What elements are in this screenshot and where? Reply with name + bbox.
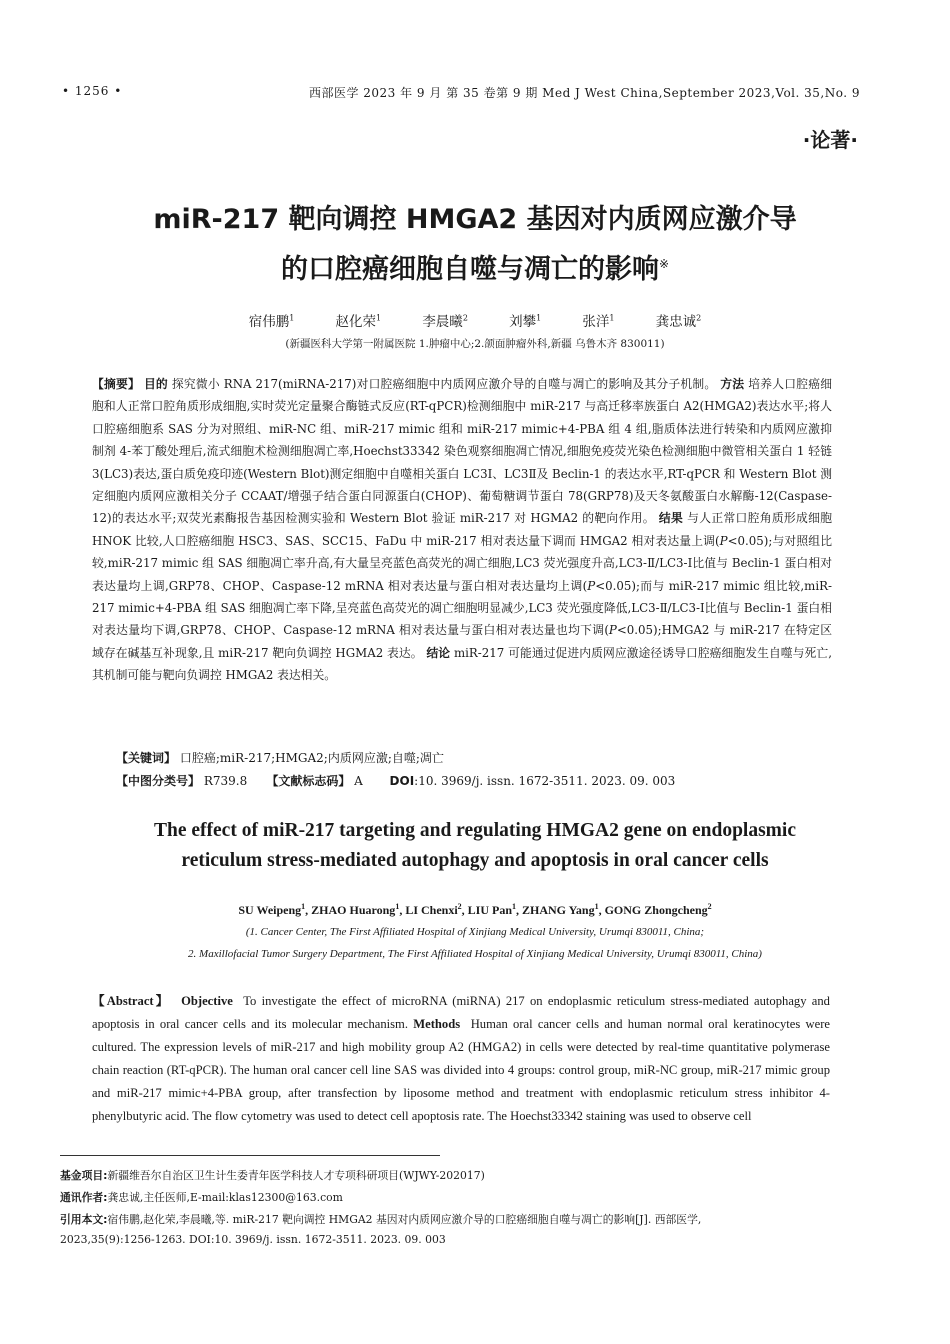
authors-cn — [60, 310, 890, 330]
title-footnote-mark: ※ — [658, 257, 670, 271]
author-cn: 刘攀$^1$ — [509, 313, 542, 330]
title-cn-line2 — [60, 242, 890, 292]
keywords-label: 【关键词】 — [116, 751, 177, 765]
objective-en-label: Objective — [181, 994, 233, 1008]
author-cn: 赵化荣$^1$ — [335, 313, 382, 330]
affiliation-cn: (新疆医科大学第一附属医院 1.肿瘤中心;2.颌面肿瘤外科,新疆 乌鲁木齐 830011) — [285, 338, 665, 350]
affiliation-en-line1: (1. Cancer Center, The First Affiliated Hospital of Xinjiang Medical University, Urumqi 830011, China; — [245, 926, 705, 938]
page-number: • 1256 • — [62, 84, 123, 98]
results-label: 结果 — [658, 511, 684, 526]
abstract-cn-label: 【摘要】 — [92, 377, 140, 391]
conclusion-label: 结论 — [426, 645, 451, 660]
title-cn-line1: miR-217 靶向调控 HMGA2 基因对内质网应激介导 — [153, 204, 797, 235]
journal-info: 西部医学 2023 年 9 月 第 35 卷第 9 期 Med J West China,September 2023,Vol. 35,No. 9 — [308, 86, 860, 100]
author-cn: 张洋$^1$ — [582, 313, 615, 330]
title-cn-line2-text: 的口腔癌细胞自噬与凋亡的影响 — [280, 254, 659, 285]
author-en: ZHANG Yang$^1$ — [522, 902, 599, 917]
author-en: ZHAO Huarong$^1$ — [311, 902, 400, 917]
p-symbol: P — [608, 623, 617, 638]
title-en-line2: reticulum stress-mediated autophagy and apoptosis in oral cancer cells — [181, 850, 769, 871]
p-symbol: P — [719, 533, 728, 548]
author-en: LIU Pan$^1$ — [467, 902, 517, 917]
abstract-en-label: 【Abstract】 — [92, 994, 171, 1008]
author-en: GONG Zhongcheng$^2$ — [604, 902, 712, 917]
clc-label: 【中图分类号】 — [116, 774, 201, 788]
results-text: <0.05);与对照组比较,miR-217 mimic 组 SAS 细胞凋亡率升高,有大量呈亮蓝色高荧光的凋亡细胞,LC3 荧光强度升高,LC3-Ⅱ/LC3-Ⅰ比值与 Beclin-1 蛋白相对表达量均上调,GRP78、CHOP、Caspase-12 mRNA 相对表达量与蛋白相对表达量均上调( — [92, 533, 833, 593]
corr-label: 通讯作者: — [60, 1191, 108, 1204]
cite-label: 引用本文: — [60, 1213, 108, 1226]
methods-en-label: Methods — [413, 1017, 461, 1031]
methods-text: 培养人口腔癌细胞和人正常口腔角质形成细胞,实时荧光定量聚合酶链式反应(RT-qPCR)检测细胞中 miR-217 与高迁移率族蛋白 A2(HMGA2)表达水平;将人口腔癌细胞系 SAS 分为对照组、miR-NC 组、miR-217 mimic 组和 miR-217 mimic+4-PBA 组 4 组,脂质体法进行转染和内质网应激抑制剂 4-苯丁酸处理后,流式细胞术检测细胞凋亡率,Hoechst33342 染色观察细胞凋亡情况,细胞免疫荧光染色检测细胞中微管相关蛋白 1 轻链 3(LC3)表达,蛋白质免疫印迹(Western Blot)测定细胞中自噬相关蛋白 LC3Ⅰ、LC3Ⅱ及 Beclin-1 的表达水平,RT-qPCR 和 Western Blot 测定细胞内质网应激相关分子 CCAAT/增强子结合蛋白同源蛋白(CHOP)、葡萄糖调节蛋白 78(GRP78)及天冬氨酸蛋白水解酶-12(Caspase-12)的表达水平;双荧光素酶报告基因检测实验和 Western Blot 验证 miR-217 对 HGMA2 的靶向作用。 — [92, 377, 833, 526]
author-cn: 李晨曦$^2$ — [422, 313, 468, 330]
section-label: ·论著· — [802, 128, 858, 152]
conclusion-text: miR-217 可能通过促进内质网应激途径诱导口腔癌细胞发生自噬与死亡,其机制可能与靶向负调控 HMGA2 表达相关。 — [92, 645, 832, 683]
clc-value: R739.8 — [203, 774, 248, 788]
classification — [116, 772, 675, 789]
objective-label: 目的 — [143, 377, 168, 391]
fund-text: 新疆维吾尔自治区卫生计生委青年医学科技人才专项科研项目(WJWY-202017) — [107, 1169, 485, 1182]
methods-label: 方法 — [720, 377, 745, 391]
doi-value: :10. 3969/j. issn. 1672-3511. 2023. 09. 003 — [414, 774, 676, 788]
cite-text: 宿伟鹏,赵化荣,李晨曦,等. miR-217 靶向调控 HMGA2 基因对内质网应激介导的口腔癌细胞自噬与凋亡的影响[J]. 西部医学, — [107, 1213, 702, 1226]
footnote-divider — [60, 1155, 440, 1156]
author-en: SU Weipeng$^1$ — [238, 902, 306, 917]
doi-label: DOI — [389, 774, 415, 788]
doc-value: A — [354, 774, 363, 788]
abstract-cn — [92, 373, 832, 687]
objective-en-text: To investigate the effect of microRNA (miRNA) 217 on endoplasmic reticulum stress-mediated autophagy and apoptosis in oral cancer cells and its molecular mechanism. — [92, 994, 830, 1031]
citation-footnote-cont: 2023,35(9):1256-1263. DOI:10. 3969/j. issn. 1672-3511. 2023. 09. 003 — [60, 1233, 446, 1246]
methods-en-text: Human oral cancer cells and human normal oral keratinocytes were cultured. The expression levels of miR-217 and high mobility group A2 (HMGA2) in cells were detected by real-time quantitative polymerase chain reaction (RT-qPCR). The human oral cancer cell line SAS was divided into 4 groups: control group, miR-NC group, miR-217 mimic group and miR-217 mimic+4-PBA group, after transfection by liposome method and treatment with endoplasmic reticulum stress inhibitor 4-phenylbutyric acid. The flow cytometry was used to detect cell apoptosis rate. The Hoechst33342 staining was used to observe cell — [92, 1017, 831, 1123]
objective-text: 探究微小 RNA 217(miRNA-217)对口腔癌细胞中内质网应激介导的自噬与凋亡的影响及其分子机制。 — [171, 377, 717, 391]
author-en: LI Chenxi$^2$ — [405, 902, 462, 917]
author-cn: 龚忠诚$^2$ — [655, 313, 702, 330]
keywords-cn — [116, 749, 444, 766]
results-text: <0.05);而与 miR-217 mimic 组比较,miR-217 mimic+4-PBA 组 SAS 细胞凋亡率下降,呈亮蓝色高荧光的凋亡细胞明显减少,LC3 荧光强度降低,LC3-Ⅱ/LC3-Ⅰ比值与 Beclin-1 蛋白相对表达量均下调,GRP78、CHOP、Caspase-12 mRNA 相对表达量与蛋白相对表达量也均下调( — [92, 578, 832, 638]
results-text: <0.05);HMGA2 与 miR-217 在特定区域存在碱基互补现象,且 miR-217 靶向负调控 HGMA2 表达。 — [92, 623, 832, 660]
title-en-line1: The effect of miR-217 targeting and regulating HMGA2 gene on endoplasmic — [154, 820, 796, 841]
author-cn: 宿伟鹏$^1$ — [248, 313, 295, 330]
fund-label: 基金项目: — [60, 1169, 108, 1182]
fund-footnote — [60, 1166, 890, 1186]
corresponding-footnote — [60, 1188, 890, 1208]
affiliation-en-line2: 2. Maxillofacial Tumor Surgery Department, The First Affiliated Hospital of Xinjiang Medical University, Urumqi 830011, China) — [188, 948, 762, 960]
doc-label: 【文献标志码】 — [266, 774, 351, 788]
keywords-text: 口腔癌;miR-217;HMGA2;内质网应激;自噬;凋亡 — [179, 751, 444, 765]
abstract-en — [92, 990, 830, 1128]
authors-en: SU Weipeng$^1$, ZHAO Huarong$^1$, LI Chenxi$^2$, LIU Pan$^1$, ZHANG Yang$^1$, GONG Zhongcheng$^2$ — [238, 902, 712, 917]
p-symbol: P — [587, 578, 596, 593]
results-text: 与人正常口腔角质形成细胞 HNOK 比较,人口腔癌细胞 HSC3、SAS、SCC15、FaDu 中 miR-217 相对表达量下调而 HMGA2 相对表达量上调( — [92, 511, 833, 548]
citation-footnote — [60, 1210, 890, 1230]
corr-text: 龚忠诚,主任医师,E-mail:klas12300@163.com — [107, 1191, 343, 1204]
